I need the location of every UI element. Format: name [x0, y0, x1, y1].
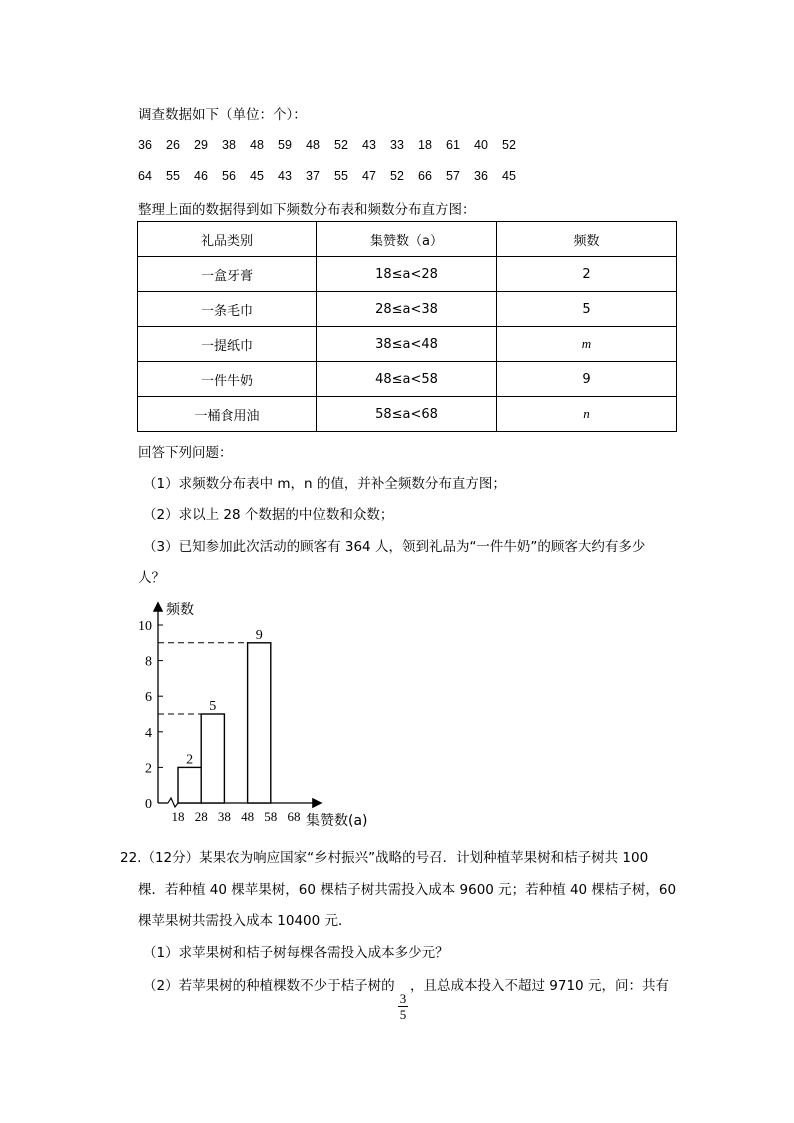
questions-lead: 回答下列问题： — [138, 445, 233, 461]
x-tick-label: 48 — [241, 809, 255, 824]
data-row-1-value: 61 — [446, 138, 460, 152]
x-tick-label: 58 — [264, 809, 278, 824]
organize-text: 整理上面的数据得到如下频数分布表和频数分布直方图： — [138, 202, 476, 218]
cell-gift: 一盒牙膏 — [138, 257, 317, 292]
table-header-row — [138, 222, 677, 257]
data-row-1-value: 52 — [334, 138, 348, 152]
header-range: 集赞数（a） — [317, 222, 497, 257]
data-row-1 — [138, 138, 538, 154]
axis-break-zigzag — [168, 798, 178, 807]
cell-gift: 一提纸巾 — [138, 327, 317, 362]
cell-range: 28≤a<38 — [317, 292, 497, 327]
data-row-1-value: 43 — [362, 138, 376, 152]
problem-22-sub-1: （1）求苹果树和桔子树每棵各需投入成本多少元？ — [143, 945, 449, 961]
data-row-1-value: 48 — [250, 138, 264, 152]
data-row-1-value: 59 — [278, 138, 292, 152]
data-row-1-value: 52 — [502, 138, 516, 152]
data-row-1-value: 29 — [194, 138, 208, 152]
x-tick-label: 28 — [194, 809, 208, 824]
y-tick-label: 8 — [145, 654, 152, 670]
cell-gift: 一件牛奶 — [138, 362, 317, 397]
table-row — [138, 292, 677, 327]
y-tick-label: 10 — [138, 619, 152, 634]
fraction-numerator: 3 — [399, 991, 407, 1006]
data-row-2-value: 45 — [250, 169, 264, 183]
question-2: （2）求以上 28 个数据的中位数和众数； — [143, 507, 394, 523]
data-row-2-value: 45 — [502, 169, 516, 183]
cell-range: 48≤a<58 — [317, 362, 497, 397]
histogram-bar — [248, 643, 271, 803]
bar-value-label: 9 — [255, 627, 263, 643]
data-row-2 — [138, 169, 538, 185]
data-row-2-value: 55 — [334, 169, 348, 183]
data-row-2-value: 46 — [194, 169, 208, 183]
cell-gift: 一条毛巾 — [138, 292, 317, 327]
frequency-table — [137, 221, 677, 432]
fraction-three-fifths — [398, 992, 408, 1021]
data-row-1-value: 33 — [390, 138, 404, 152]
question-1: （1）求频数分布表中 m，n 的值，并补全频数分布直方图； — [143, 476, 506, 492]
data-row-1-value: 40 — [474, 138, 488, 152]
x-axis-title: 集赞数(a) — [306, 813, 368, 829]
fraction-denominator: 5 — [399, 1007, 407, 1022]
data-row-1-value: 26 — [166, 138, 180, 152]
data-row-2-value: 66 — [418, 169, 432, 183]
table-row — [138, 257, 677, 292]
problem-22-line-2: 棵．若种植 40 棵苹果树，60 棵桔子树共需投入成本 9600 元；若种植 40 棵桔子树，60 — [138, 882, 677, 898]
data-row-2-value: 37 — [306, 169, 320, 183]
y-tick-label: 6 — [145, 690, 152, 706]
data-row-2-value: 57 — [446, 169, 460, 183]
header-freq: 频数 — [497, 222, 677, 257]
y-tick-label: 4 — [145, 725, 152, 741]
problem-22-sub-2-pre: （2）若苹果树的种植棵数不少于桔子树的 — [143, 978, 395, 994]
cell-freq: 5 — [497, 292, 677, 327]
data-row-2-value: 64 — [138, 169, 152, 183]
cell-freq: n — [497, 397, 677, 432]
question-3-line-2: 人？ — [138, 570, 165, 586]
cell-freq: m — [497, 327, 677, 362]
x-tick-label: 68 — [287, 809, 301, 824]
cell-range: 18≤a<28 — [317, 257, 497, 292]
table-row — [138, 397, 677, 432]
y-tick-label: 0 — [145, 797, 152, 812]
data-row-2-value: 56 — [222, 169, 236, 183]
question-3-line-1: （3）已知参加此次活动的顾客有 364 人，领到礼品为“一件牛奶”的顾客大约有多少 — [143, 539, 646, 555]
data-row-2-value: 43 — [278, 169, 292, 183]
table-row — [138, 327, 677, 362]
cell-freq: 9 — [497, 362, 677, 397]
bar-value-label: 2 — [186, 752, 194, 768]
table-row — [138, 362, 677, 397]
histogram-bar — [201, 714, 224, 803]
cell-freq: 2 — [497, 257, 677, 292]
data-row-1-value: 36 — [138, 138, 152, 152]
header-gift: 礼品类别 — [138, 222, 317, 257]
data-row-1-value: 38 — [222, 138, 236, 152]
data-row-1-value: 18 — [418, 138, 432, 152]
cell-gift: 一桶食用油 — [138, 397, 317, 432]
cell-range: 38≤a<48 — [317, 327, 497, 362]
frequency-histogram — [130, 596, 390, 836]
histogram-bar — [178, 767, 201, 803]
problem-22-sub-2-post: ，且总成本投入不超过 9710 元，问：共有 — [410, 978, 669, 994]
x-tick-label: 18 — [171, 809, 185, 824]
survey-intro: 调查数据如下（单位：个）： — [138, 107, 307, 123]
bar-value-label: 5 — [209, 699, 217, 714]
y-axis-title: 频数 — [166, 602, 194, 618]
y-tick-label: 2 — [145, 761, 152, 777]
cell-range: 58≤a<68 — [317, 397, 497, 432]
data-row-2-value: 36 — [474, 169, 488, 183]
data-row-2-value: 52 — [390, 169, 404, 183]
x-tick-label: 38 — [217, 809, 231, 824]
data-row-2-value: 47 — [362, 169, 376, 183]
data-row-1-value: 48 — [306, 138, 320, 152]
data-row-2-value: 55 — [166, 169, 180, 183]
problem-22-line-1: 22.（12分）某果农为响应国家“乡村振兴”战略的号召．计划种植苹果树和桔子树共 100 — [120, 850, 649, 866]
problem-22-line-3: 棵苹果树共需投入成本 10400 元． — [138, 913, 352, 929]
